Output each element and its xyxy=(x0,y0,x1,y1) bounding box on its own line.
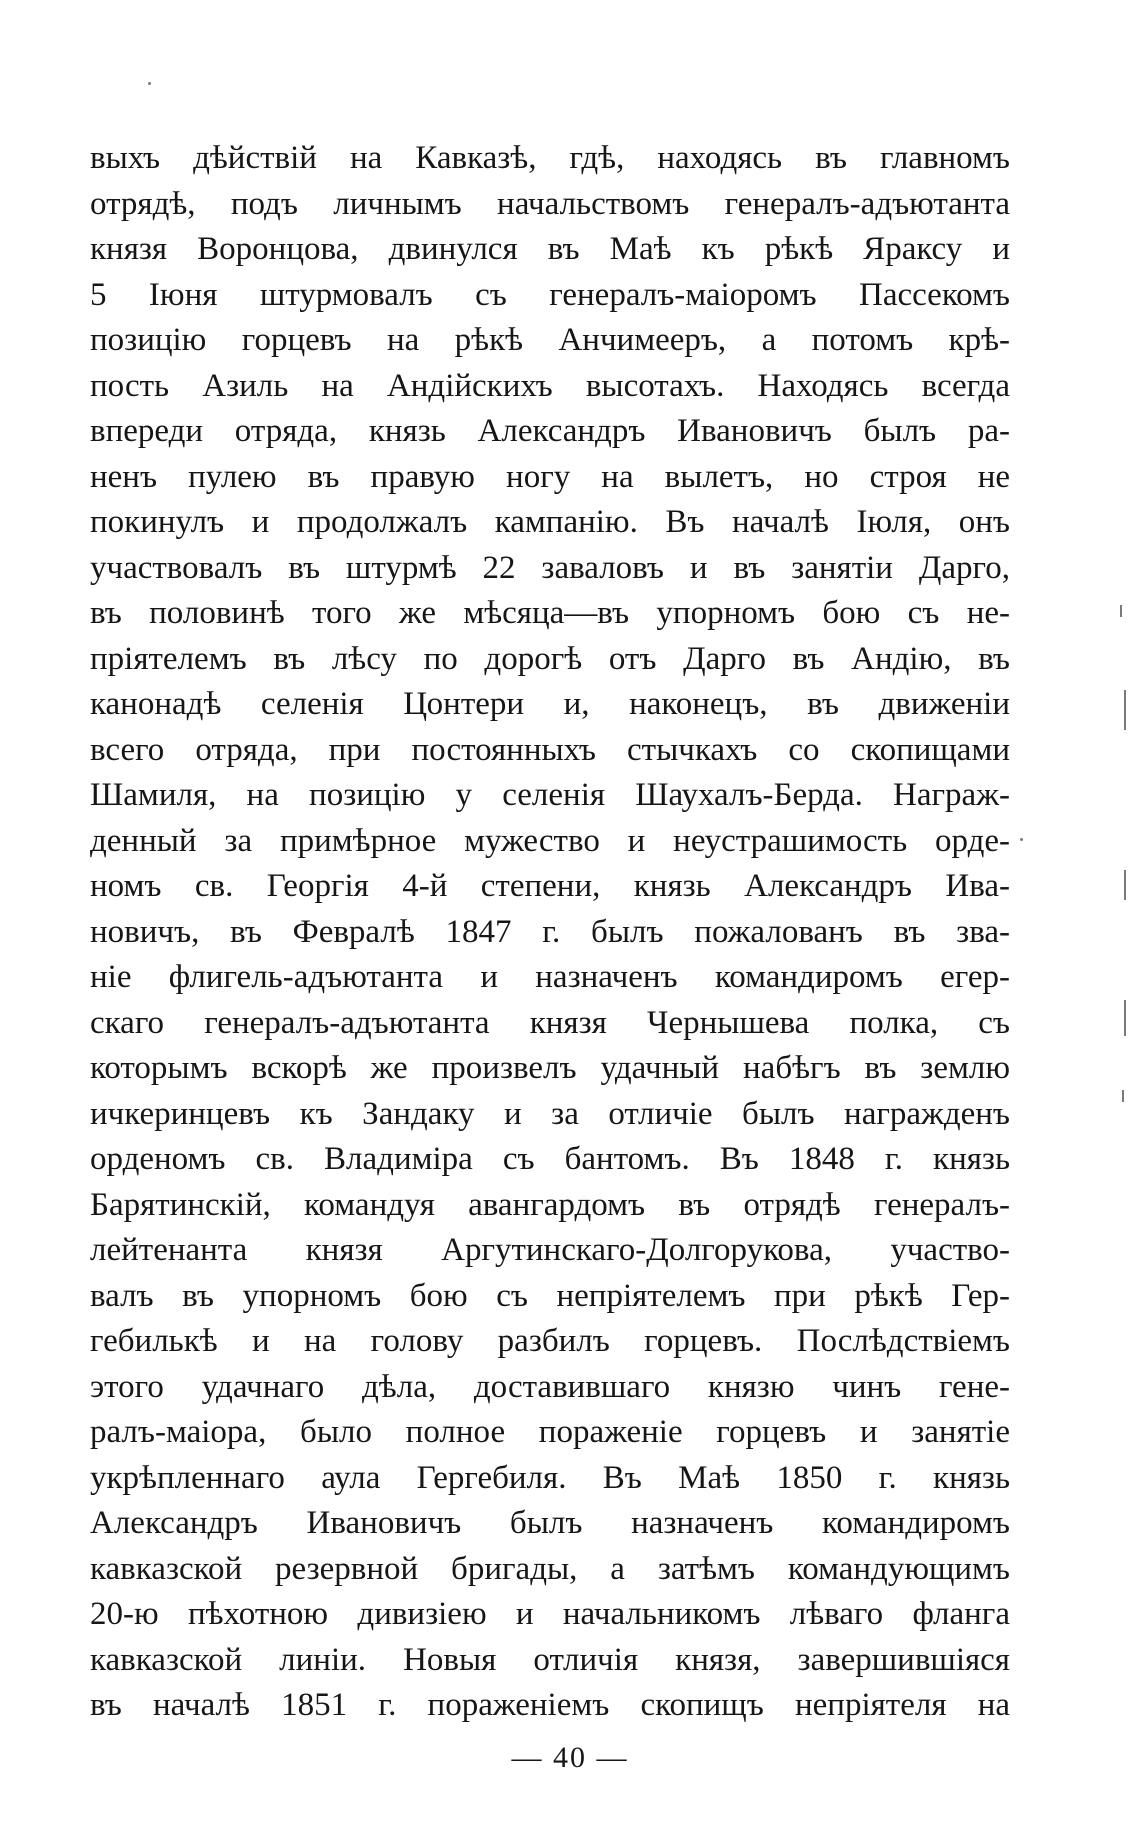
text-line: позицію горцевъ на рѣкѣ Анчимееръ, а потомъ крѣ- xyxy=(90,322,1010,358)
text-line: 5 Іюня штурмовалъ съ генералъ-маіоромъ Пассекомъ xyxy=(90,276,1010,313)
text-line: отрядѣ, подъ личнымъ начальствомъ генералъ-адъютанта xyxy=(90,185,1010,222)
text-line: ралъ-маіора, было полное пораженіе горцевъ и занятіе xyxy=(90,1414,1010,1450)
body-text xyxy=(90,136,1010,1729)
text-line: пріятелемъ въ лѣсу по дорогѣ отъ Дарго въ Андію, въ xyxy=(90,640,1010,677)
text-line: всего отряда, при постоянныхъ стычкахъ со скопищами xyxy=(90,731,1010,768)
scan-mark xyxy=(1124,690,1126,730)
text-line: ненъ пулею въ правую ногу на вылетъ, но строя не xyxy=(90,458,1010,495)
scan-mark xyxy=(1120,605,1122,617)
text-line: орденомъ св. Владиміра съ бантомъ. Въ 1848 г. князь xyxy=(90,1141,1010,1177)
text-line: скаго генералъ-адъютанта князя Чернышева полка, съ xyxy=(90,1004,1010,1041)
text-line: номъ св. Георгія 4-й степени, князь Александръ Ива- xyxy=(90,868,1010,904)
text-line: 20-ю пѣхотною дивизіею и начальникомъ лѣваго фланга xyxy=(90,1596,1010,1632)
text-line: этого удачнаго дѣла, доставившаго князю чинъ гене- xyxy=(90,1368,1010,1405)
text-line: князя Воронцова, двинулся въ Маѣ къ рѣкѣ Яраксу и xyxy=(90,231,1010,267)
text-line: кавказской линіи. Новыя отличія князя, завершившіяся xyxy=(90,1641,1010,1678)
text-line: кавказской резервной бригады, а затѣмъ командующимъ xyxy=(90,1550,1010,1587)
text-line: денный за примѣрное мужество и неустрашимость орде- xyxy=(90,822,1010,859)
text-line: выхъ дѣйствій на Кавказѣ, гдѣ, находясь въ главномъ xyxy=(90,140,1010,176)
text-line: ичкеринцевъ къ Зандаку и за отличіе былъ награжденъ xyxy=(90,1095,1010,1132)
text-line: участвовалъ въ штурмѣ 22 заваловъ и въ занятіи Дарго, xyxy=(90,549,1010,586)
text-line: лейтенанта князя Аргутинскаго-Долгорукова, участво- xyxy=(90,1232,1010,1268)
text-line: новичъ, въ Февралѣ 1847 г. былъ пожалованъ въ зва- xyxy=(90,913,1010,950)
text-line: въ половинѣ того же мѣсяца—въ упорномъ бою съ не- xyxy=(90,595,1010,631)
text-line: Шамиля, на позицію у селенія Шаухалъ-Берда. Награж- xyxy=(90,777,1010,813)
text-line: которымъ вскорѣ же произвелъ удачный набѣгъ въ землю xyxy=(90,1050,1010,1086)
scan-mark xyxy=(1122,1090,1124,1102)
scan-speck xyxy=(1020,838,1023,841)
scan-mark xyxy=(1124,1000,1126,1036)
text-line: покинулъ и продолжалъ кампанію. Въ началѣ Іюля, онъ xyxy=(90,504,1010,540)
text-line: канонадѣ селенія Цонтери и, наконецъ, въ движеніи xyxy=(90,686,1010,722)
text-line: Барятинскій, командуя авангардомъ въ отрядѣ генералъ- xyxy=(90,1186,1010,1223)
page-number: — 40 — xyxy=(511,1741,629,1774)
text-line: укрѣпленнаго аула Гергебиля. Въ Маѣ 1850 г. князь xyxy=(90,1459,1010,1496)
text-line: въ началѣ 1851 г. пораженіемъ скопищъ непріятеля на xyxy=(90,1687,1010,1723)
text-line: впереди отряда, князь Александръ Ивановичъ былъ ра- xyxy=(90,413,1010,449)
text-line: Александръ Ивановичъ былъ назначенъ командиромъ xyxy=(90,1505,1010,1541)
text-line: валъ въ упорномъ бою съ непріятелемъ при рѣкѣ Гер- xyxy=(90,1277,1010,1314)
text-line: ніе флигель-адъютанта и назначенъ командиромъ егер- xyxy=(90,959,1010,995)
scan-mark xyxy=(1124,870,1126,900)
text-line: пость Азиль на Андійскихъ высотахъ. Находясь всегда xyxy=(90,367,1010,404)
text-line: гебилькѣ и на голову разбилъ горцевъ. Послѣдствіемъ xyxy=(90,1323,1010,1359)
scan-speck xyxy=(148,82,151,85)
